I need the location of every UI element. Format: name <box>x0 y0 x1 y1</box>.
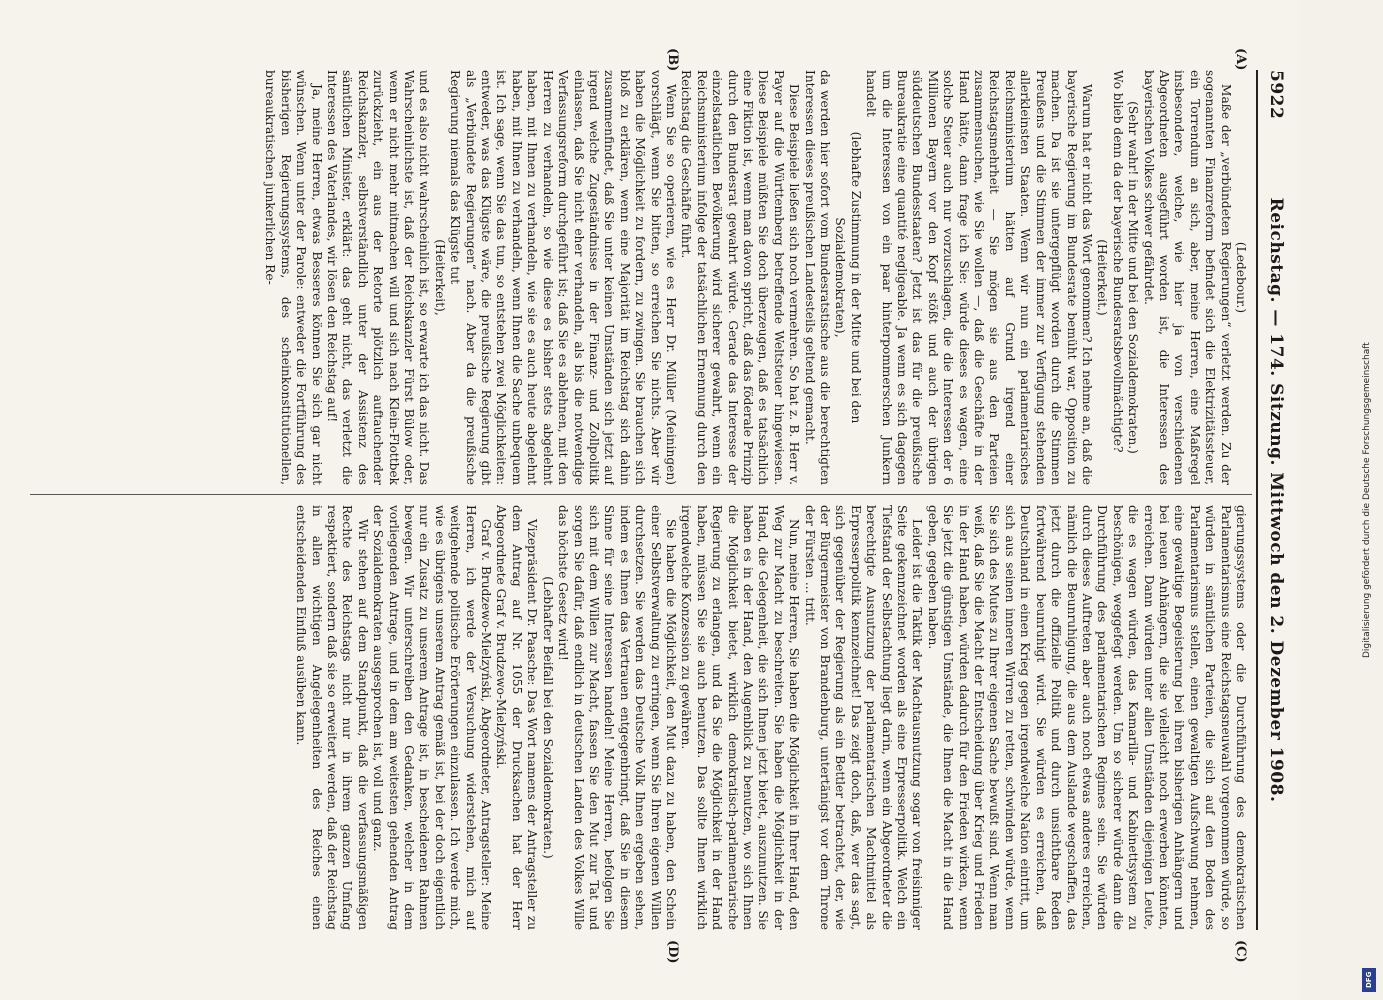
dfg-logo: DFG <box>1362 968 1376 992</box>
header-rule <box>1256 70 1258 930</box>
paragraph: Sie haben die Möglichkeit, den Mut dazu zu haben, den Schein einer Selbstverwaltung zu erringen, wenn Sie Ihren eigenen Willen durchsetzen. Sie werden das Deutsche Volk Ihnen ergeben sehen, indem es Ihnen das Vertrauen entgegenbringt, daß Sie in diesem Sinne für seine Interessen handeln! Meine Herren, befolgen Sie sich mit dem Willen zur Macht, fassen Sie den Mut zur Tat und sorgen Sie dafür, daß endlich in deutschen Landen des Volkes Wille das höchste Gesetz wird! <box>556 505 678 930</box>
column-divider <box>30 494 1252 495</box>
paragraph: Warum hat er nicht das Wort genommen? Ich nehme an, daß die bayerische Regierung im Bundesrate bemüht war, Opposition zu machen. Da ist sie untergepflügt worden durch die Stimmen Preußens und die Stimmen der immer zur Verfügung stehenden allerkleinsten Staaten. Wenn wir nun ein parlamentarisches Reichsministerium hätten auf Grund irgend einer Reichstagsmehrheit — Sie mögen sie aus den Parteien zusammensuchen, wie Sie wollen —, daß die Geschäfte in der Hand hätte, dann frage ich Sie: würde dieses es wagen, eine solche Steuer auch nur vorzuschlagen, die die Interessen der 6 Millionen Bayern vor den Kopf stößt und auch der übrigen süddeutschen Bundesstaaten? Jetzt ist das für die preußische Bureaukratie eine quantité negligeable. Ja wenn es sich dagegen um die Interessen von ein paar hinterpommerschen Junkern handelt <box>864 70 1094 485</box>
page-header <box>1260 70 1286 930</box>
margin-marker-a: (A) <box>1233 48 1248 71</box>
page-number: 5922 <box>1266 70 1286 120</box>
margin-marker-d: (D) <box>665 940 680 964</box>
right-column <box>30 505 1248 930</box>
paragraph: Diese Beispiele ließen sich noch vermehren. So hat z. B. Herr v. Payer auf die Württemberg betreffende Weltsteuer hingewiesen. Diese Beispiele müßten Sie doch überzeugen, daß es tatsächlich eine Fiktion ist, wenn man davon spricht, daß das föderale Prinzip durch den Bundesrat gewahrt würde. Gerade das Interesse der einzelstaatlichen Bevölkerung wird sicherer gewahrt, wenn ein Reichsministerium infolge der tatsächlichen Ernennung durch den Reichstag die Geschäfte führt. <box>679 70 802 485</box>
paragraph: gierungssystems oder die Durchführung des demokratischen Parlamentarismus eine Reichstagsneuwahl vorgenommen würde, so würden in sämtlichen Parteien, die sich auf den Boden des Parlamentarismus stellen, einen gewaltigen Aufschwung nehmen, eine gewaltige Begeisterung bei ihren bisherigen Anhängern und bei neuen Anhängern, die sie vielleicht noch erwerben könnten, erreichen. Dann würden unter allen Umständen diejenigen Leute, die es wagen würden, das Kamarilla- und Kabinettsystem zu beschönigen, weggefegt werden. Um so sicherer würde dann die Durchführung des parlamentarischen Regimes sein. Sie würden durch dieses Auftreten aber auch noch etwas anderes erreichen, nämlich die Beunruhigung, die aus dem Auslande wegschaffen, das jetzt durch die offizielle Politik und durch unsichtbare Reden fortwährend beunruhigt wird. Sie würden es erreichen, daß Deutschland in einen Krieg gegen irgendwelche Nation eintritt, um sich aus seinen inneren Wirren zu retten, schwinden würde, wenn Sie sich des Mutes zu Ihrer eigenen Sache bewußt sind. Wenn man weiß, daß Sie die Macht der Entscheidung über Krieg und Frieden in der Hand haben, würden dadurch für den Frieden wirken, wenn Sie jetzt die günstigen Umstände, die Ihnen die Macht in die Hand geben, gegeben haben. <box>925 505 1248 930</box>
stage-direction: (lebhafte Zustimmung in der Mitte und bei den Sozialdemokraten), <box>833 131 863 424</box>
paragraph: Leider ist die Taktik der Machtausnutzung sogar von freisinniger Seite gekennzeichnet worden als eine Erpresserpolitik. Welch ein Tiefstand der Selbstachtung liegt darin, wenn ein Abgeordneter die berechtigte Ausnutzung der parlamentarischen Machtmittel als Erpresserpolitik kennzeichnet! Das zeigt doch, daß, wer das sagt, sich gegenüber der Regierung als ein Bettler betrachtet, der, wie der Bürgermeister von Brandenburg, untertänigst vor dem Throne der Fürsten ... tritt. <box>802 505 925 930</box>
paragraph: Nun, meine Herren, Sie haben die Möglichkeit in Ihrer Hand, den Weg zur Macht zu beschreiten. Sie haben die Möglichkeit in der Hand, die Gelegenheit, die sich Ihnen jetzt bietet, auszunutzen. Sie haben es in der Hand, den Augenblick zu benutzen, wo sich Ihnen die Möglichkeit bietet, wirklich demokratisch-parlamentarische Regierung zu erlangen, und da Sie die Möglichkeit in der Hand haben, müssen Sie sie auch benutzen. Das sollte Ihnen wirklich irgendwelche Konzession zu gewähren. <box>679 505 802 930</box>
stage-direction: (Sehr wahr! in der Mitte und bei den Sozialdemokraten.) <box>1126 101 1141 454</box>
digitization-credit: Digitalisierung gefördert durch die Deutsche Forschungsgemeinschaft <box>1362 342 1372 658</box>
page-title: Reichstag. — 174. Sitzung. Mittwoch den 2. Dezember 1908. <box>1266 197 1286 803</box>
paragraph: Graf v. Brudzewo-Mielzyński, Abgeordneter, Antragsteller: Meine Herren, ich werde der Versuchung widerstehen, mich auf weitgehende politische Erörterungen einzulassen. Ich werde mich, wie es übrigens unserem Antrag gemäß ist, bei der doch eigentlich nur ein Zusatz zu unserem Antrage ist, in bescheidenen Rahmen bewegen. Wir unterschreiben den Gedanken, welcher in dem vorliegenden Antrage, und in dem am weitesten gehenden Antrag der Sozialdemokraten ausgesprochen ist, voll und ganz. <box>371 505 494 930</box>
stage-direction: (Heiterkeit.) <box>1095 239 1110 316</box>
paragraph: Wir stehen auf dem Standpunkt, daß die verfassungsmäßigen Rechte des Reichstags nicht nur in ihrem ganzen Umfang respektiert, sondern daß sie so erweitert werden, daß der Reichstag in allen wichtigen Angelegenheiten des Reiches einen entscheidenden Einfluß ausüben kann. <box>294 505 370 930</box>
paragraph: und es also nicht wahrscheinlich ist, so erwarte ich das nicht. Das Wahrscheinlichste ist, daß der Reichskanzler Fürst Bülow oder, wenn er nicht mehr mitmachen will und sich nach Klein-Flottbek zurückzieht, ein aus der Retorte plötzlich auftauchender Reichskanzler, selbstverständlich unter der Assistenz des sämtlichen Minister, erklärt: das geht nicht, das verletzt die Interessen des Vaterlandes, wir lösen den Reichstag auf! <box>325 70 432 485</box>
margin-marker-b: (B) <box>665 48 680 72</box>
margin-marker-c: (C) <box>1233 940 1248 963</box>
paragraph: da werden hier sofort vom Bundesratstische aus die berechtigten Interessen dieses preußischen Landesteils geltend gemacht. <box>802 70 833 485</box>
stage-direction: (Heiterkeit), <box>432 239 447 316</box>
paragraph: Vizepräsident Dr. Paasche: Das Wort namens der Antragsteller zu dem Antrag auf Nr. 1055 der Drucksachen hat der Herr Abgeordnete Graf v. Brudzewo-Mielzyński. <box>494 505 540 930</box>
left-column <box>30 70 1248 485</box>
stage-direction: (Lebhafter Beifall bei den Sozialdemokraten.) <box>540 576 555 859</box>
paragraph: Ja, meine Herren, etwas Besseres können Sie sich gar nicht wünschen. Wenn unter der Parole: entweder die Fortführung des bisherigen Regierungssystems, des scheinkonstitutionellen, bureaukratischen junkerlichen Re- <box>263 70 324 485</box>
paragraph: Wenn Sie so operieren, wie es Herr Dr. Müller (Meiningen) vorschlägt, wenn Sie bitten, so erreichen Sie nichts. Aber wir haben die Möglichkeit zu fordern, zu zwingen. Sie brauchen sich bloß zu erklären, wenn eine Majorität im Reichstag sich dahin zusammenfindet, daß Sie unter keinen Umständen sich jetzt auf irgend welche Zugeständnisse in der Finanz- und Zollpolitik einlassen, daß Sie nicht eher verhandeln, als bis die notwendige Verfassungsreform durchgeführt ist; daß Sie es ablehnen, mit den Herren zu verhandeln, so wie diese es bisher stets abgelehnt haben, mit Ihnen zu verhandeln, wie sie es auch heute abgelehnt haben, mit Ihnen zu verhandeln, wenn Ihnen die Sache unbequem ist. Ich sage, wenn Sie das tun, so entstehen zwei Möglichkeiten: entweder, was das Klügste wäre, die preußische Regierung gibt als „Verbündete Regierungen“ nach. Aber da die preußische Regierung niemals das Klügste tut <box>448 70 678 485</box>
paragraph: Wo blieb denn da der bayerische Bundesratsbevollmächtigte? <box>1110 70 1125 453</box>
paragraph: Maße der „verbündeten Regierungen“ verletzt werden. Zu der sogenannten Finanzreform befindet sich die Elektrizitätssteuer, ein Torrendum an sich, aber, meine Herren, eine Maßregel insbesondere, welche, wie hier ja von verschiedenen Abgeordneten ausgeführt worden ist, die Interessen des bayerischen Volkes schwer gefährdet. <box>1141 70 1233 485</box>
stage-direction: (Ledebour.) <box>1234 241 1248 314</box>
